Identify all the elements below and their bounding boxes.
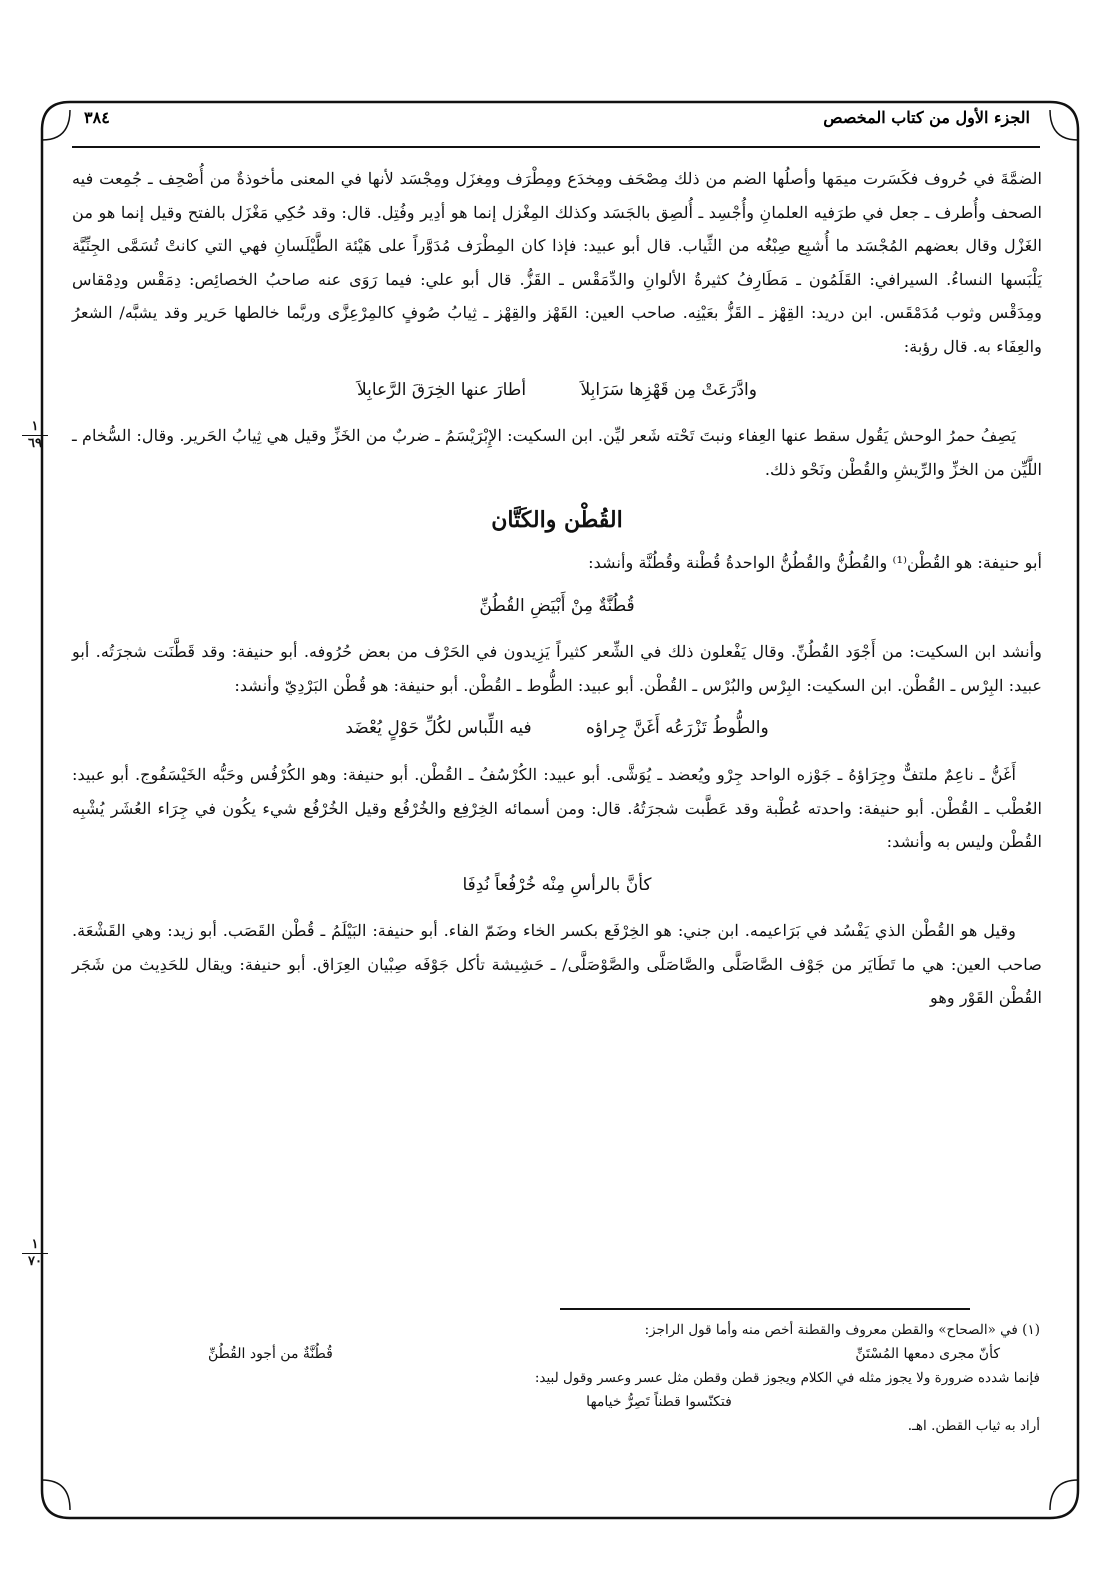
verse-3-hemistich-1: والطُّوطُ تَزْرَعُه أَغَنَّ جِراؤه <box>586 718 769 739</box>
margin-marker-2-bottom: ٧٠ <box>28 1254 42 1269</box>
footnote <box>78 1318 1040 1438</box>
footnote-verse-1 <box>78 1342 1040 1366</box>
footnote-line-1: (١) في «الصحاح» والقطن معروف والقطنة أخص منه وأما قول الراجز: <box>644 1322 1040 1338</box>
paragraph-6: وقيل هو القُطْن الذي يَفْسُد في بَرَاعيمه. ابن جني: هو الخِرْفَع بكسر الخاء وضَمّ الفاء. أبو حنيفة: البَيْلَمُ ـ قُطْن القَصَب. أبو زيد: وهي القَشْعَة. صاحب العين: هي ما تَطَايَر من جَوْف الصَّاصَلَّى والصَّاصَلَّى والصَّوْصَلَّى/ ـ حَشِيشة تأكل جَوْفَه صِبْيان العِرَاق. أبو حنيفة: ويقال للحَدِيث من شَجَر القُطْن القَوْر وهو <box>72 921 1042 1008</box>
verse-4: كأنَّ بالرأسِ مِنْه خُرْفُعاً نُدِفَا <box>462 874 652 895</box>
verse-2: قُطُنَّةٌ مِنْ أَبْيَضِ القُطُنِّ <box>479 595 635 616</box>
footnote-rule <box>560 1308 970 1310</box>
footnote-line-2: فإنما شدده ضرورة ولا يجوز مثله في الكلام ويجوز قطن وقطن مثل عسر وعسر وقول لبيد: <box>534 1370 1040 1386</box>
verse-3-hemistich-2: فيه اللِّباس لكُلِّ حَوْلٍ يُعْضَد <box>345 718 532 739</box>
margin-marker-2-top: ١ <box>31 1237 39 1252</box>
paragraph-2: يَصِفُ حمرُ الوحش يَقُول سقط عنها العِفاء ونبتَ تَحْته شَعر ليِّن. ابن السكيت: الإِبْرَيْسَمُ ـ ضربٌ من الخَزِّ وقيل هي ثِيابُ الحَرير. وقال: السُّخام ـ اللَّيِّن من الخزِّ والرِّيشِ والقُطْن ونَحْو ذلك. <box>72 426 1042 479</box>
section-heading: القُطْن والكَتَّان <box>491 507 623 534</box>
footnote-verse-1-hemistich-1: كأنّ مجرى دمعها المُسْتَنِّ <box>855 1346 1000 1362</box>
margin-marker-1-top: ١ <box>31 419 39 434</box>
margin-marker-1 <box>22 420 48 451</box>
margin-marker-1-bottom: ٦٩ <box>28 436 42 451</box>
paragraph-4: وأنشد ابن السكيت: من أَجْوَد القُطُنِّ. وقال يَفْعلون ذلك في الشِّعر كثيراً يَزِيدون في الحَرْف من بعض حُرُوفه. أبو حنيفة: وقد قَطَّنَت شجرَتُه. أبو عبيد: البِرْس ـ القُطْن. ابن السكيت: البِرْس والبُرْس ـ القُطْن. أبو عبيد: الطُّوط ـ القُطْن. أبو حنيفة: هو قُطْن البَرْدِيّ وأنشد: <box>72 642 1042 695</box>
paragraph-1: الضمَّةَ في حُروف فكَسَرت ميمَها وأصلُها الضم من ذلك مِصْحَف ومِخدَع ومِطْرَف ومِغزَل ومِجْسَد لأنها في المعنى مأخوذةٌ من أُصْحِف ـ جُمِعت فيه الصحف وأُطرف ـ جعل في طرَفيه العلمانِ وأُجْسِد ـ أُلصِق بالجَسَد وكذلك المِغْزل إنما هو أدِير وفُتِل. قال: وقد حُكِي مَغْزَل بالفتح وقيل إنما هو من الغَزْل وقال بعضهم المُجْسَد ما أُشبِع صِبْغُه من الثِّياب. قال أبو عبيد: فإذا كان المِطْرَف مُدَوَّراً على هَيْئة الطَّيْلَسانِ فهي التي كانتْ تُسَمَّى الجِنِّيَّة يَلْبَسها النساءُ. السيرافي: القَلَمُون ـ مَطَارِفُ كثيرةُ الألوانِ والدِّمَقْس ـ القَزُّ. قال أبو علي: فيما رَوَى عنه صاحبُ الخصائِص: دِمَقْس ودِمْقاس ومِدَقْس وثوب مُدَمْقَس. ابن دريد: القِهْز ـ القَزُّ بعَيْنِه. صاحب العين: القَهْز والقِهْز ـ ثِيابُ صُوفٍ كالمِرْعِزَّى وربَّما خالطها حَرير وقد يشبَّه/ الشعرُ والعِفَاء به. قال رؤبة: <box>72 169 1042 356</box>
page-header <box>72 102 1040 142</box>
footnote-line-3: أراد به ثياب القطن. اهـ. <box>907 1418 1040 1434</box>
footnote-verse-2: فتكنّسوا قطناً تَصِرُّ خيامها <box>586 1394 732 1410</box>
paragraph-3: أبو حنيفة: هو القُطْن⁽¹⁾ والقُطُنُّ والقُطُنُّ الواحدةُ قُطْنة وقُطُنَّة وأنشد: <box>588 552 1042 572</box>
verse-1 <box>72 374 1042 408</box>
margin-marker-2 <box>22 1238 48 1269</box>
header-rule <box>72 146 1040 148</box>
running-title: الجزء الأول من كتاب المخصص <box>823 108 1030 127</box>
page-number: ٣٨٤ <box>84 108 110 127</box>
paragraph-5: أَغَنُّ ـ ناعِمٌ ملتفٌّ وجِرَاؤهُ ـ جَوْزه الواحد جِرْو ويُعضد ـ يُوَشَّى. أبو عبيد: الكُرْسُفُ ـ القُطْن. أبو حنيفة: وهو الكُرْفُس وحَبُّه الخَيْسَفُوج. أبو عبيد: العُطْب ـ القُطْن. أبو حنيفة: واحدته عُطْبة وقد عَطَّبت شجرَتُهُ. قال: ومن أسمائه الخِرْفِع والخُرْفُع وقيل الخُرْفُع شيء يكُون في جِرَاء العُشَر يُشْبِه القُطْن وليس به وأنشد: <box>72 764 1042 852</box>
main-text <box>72 162 1042 1015</box>
verse-1-hemistich-2: أطارَ عنها الخِرَقَ الرَّعابِلاَ <box>356 379 527 400</box>
verse-1-hemistich-1: وادَّرَعَتْ مِن قَهْزِها سَرَابِلاَ <box>580 379 757 400</box>
footnote-verse-1-hemistich-2: قُطُنَّةٌ من أجود القُطُنِّ <box>208 1346 333 1362</box>
verse-3 <box>72 712 1042 746</box>
